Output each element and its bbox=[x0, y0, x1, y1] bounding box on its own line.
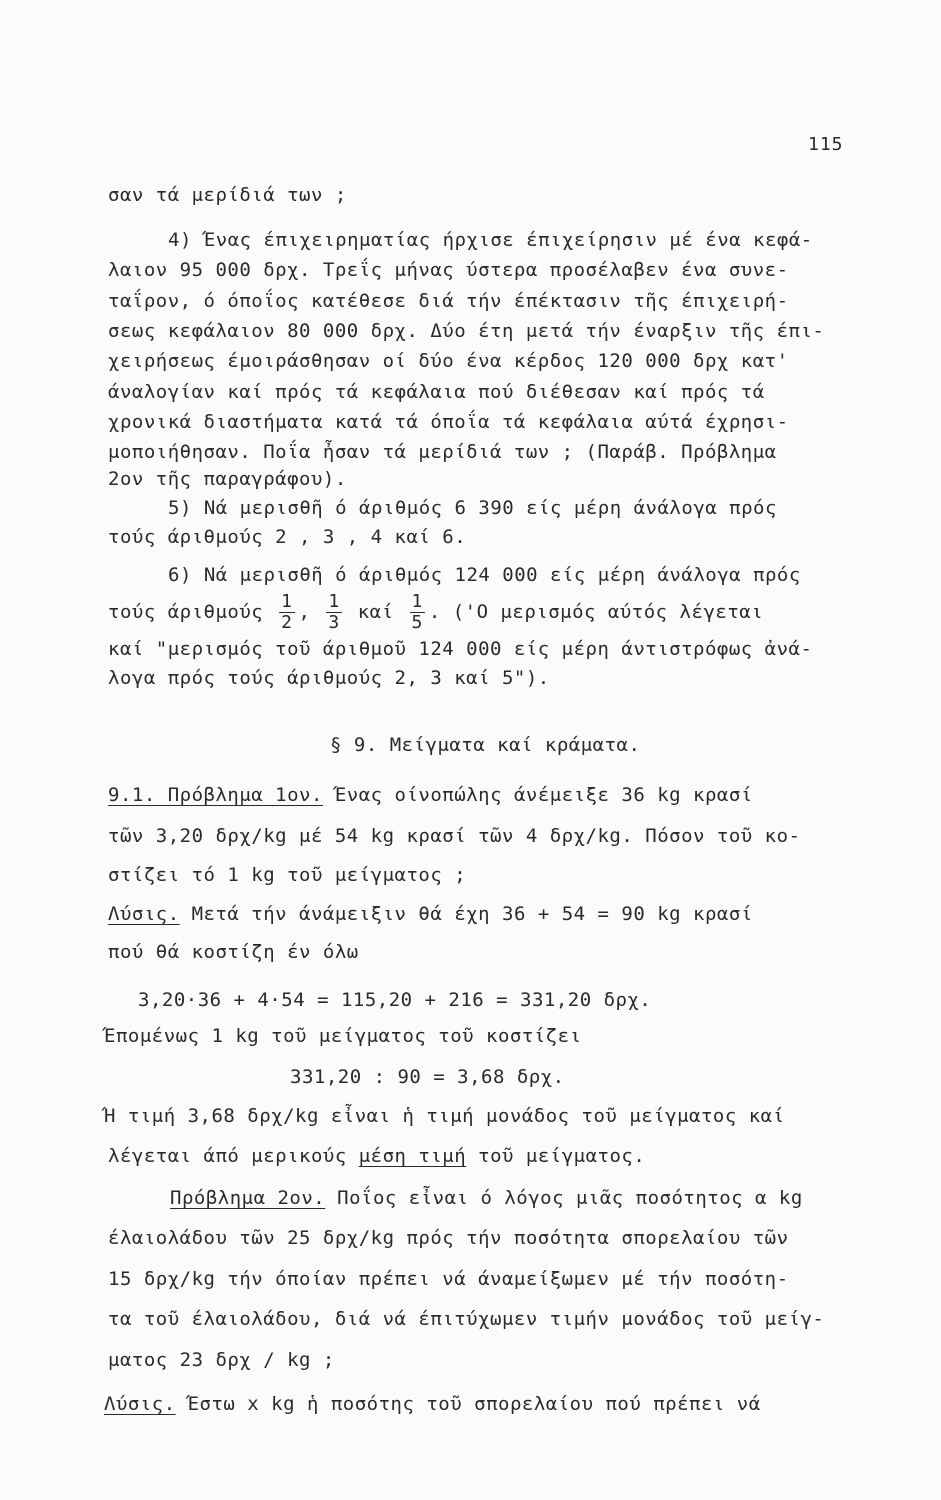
text-line: καί "μερισμός τοῦ άριθμοῦ 124 000 είς μέρη άντιστρόφως ἀνά- bbox=[108, 638, 813, 660]
problem-line bbox=[108, 783, 753, 807]
mean-price-term: μέση τιμή bbox=[358, 1145, 467, 1167]
text-line: λαιον 95 000 δρχ. Τρεΐς μήνας ύστερα προσέλαβεν ένα συνε- bbox=[108, 259, 789, 281]
text-line: Έπομένως 1 kg τοῦ μείγματος τοῦ κοστίζει bbox=[104, 1025, 582, 1047]
problem-text: Ένας οίνοπώλης άνέμειξε 36 kg κρασί bbox=[334, 784, 753, 806]
fraction-one-fifth bbox=[410, 592, 425, 633]
text-line: έλαιολάδου τῶν 25 δρχ/kg πρός τήν ποσότητα σπορελαίου τῶν bbox=[108, 1227, 789, 1249]
equation-line: 3,20·36 + 4·54 = 115,20 + 216 = 331,20 δρχ. bbox=[138, 989, 652, 1011]
text-fragment: τοῦ μείγματος. bbox=[478, 1145, 646, 1167]
text-line: χειρήσεως έμοιράσθησαν οί δύο ένα κέρδος 120 000 δρχ κατ' bbox=[108, 350, 789, 372]
problem-label: 9.1. Πρόβλημα 1ον. bbox=[108, 784, 323, 806]
text-line: 15 δρχ/kg τήν όποίαν πρέπει νά άναμείξωμεν μέ τήν ποσότη- bbox=[108, 1268, 789, 1290]
text-line: σαν τά μερίδιά των ; bbox=[108, 184, 347, 206]
problem-text: Ποΐος εἶναι ό λόγος μιᾶς ποσότητος α kg bbox=[337, 1187, 803, 1209]
fraction-numerator: 1 bbox=[281, 591, 293, 612]
fraction-line bbox=[108, 588, 763, 636]
text-line: 6) Νά μερισθῆ ό άριθμός 124 000 είς μέρη άνάλογα πρός bbox=[168, 564, 801, 586]
text-line: χρονικά διαστήματα κατά τά όποΐα τά κεφάλαια αύτά έχρησι- bbox=[108, 411, 789, 433]
text-line: σεως κεφάλαιον 80 000 δρχ. Δύο έτη μετά τήν έναρξιν τῆς έπι- bbox=[108, 320, 825, 342]
text-line: τούς άριθμούς 2 , 3 , 4 καί 6. bbox=[108, 526, 467, 548]
text-line: 2ον τῆς παραγράφου). bbox=[108, 468, 347, 490]
problem-label: Πρόβλημα 2ον. bbox=[170, 1187, 326, 1209]
problem-line bbox=[170, 1186, 803, 1210]
text-line: μοποιήθησαν. Ποΐα ἦσαν τά μερίδιά των ; (Παράβ. Πρόβλημα bbox=[108, 441, 777, 463]
text-line: 4) Ένας έπιχειρηματίας ήρχισε έπιχείρησιν μέ ένα κεφά- bbox=[168, 229, 813, 251]
text-line: τα τοῦ έλαιολάδου, διά νά έπιτύχωμεν τιμήν μονάδος τοῦ μείγ- bbox=[108, 1308, 825, 1330]
solution-text: Μετά τήν άνάμειξιν θά έχη 36 + 54 = 90 kg κρασί bbox=[191, 903, 753, 925]
fraction-numerator: 1 bbox=[411, 591, 423, 612]
fraction-denominator: 3 bbox=[328, 612, 340, 633]
text-line: 5) Νά μερισθῆ ό άριθμός 6 390 είς μέρη άνάλογα πρός bbox=[168, 497, 777, 519]
fraction-separator: , bbox=[298, 601, 311, 623]
text-line: λογα πρός τούς άριθμούς 2, 3 καί 5"). bbox=[108, 667, 550, 689]
solution-text: Έστω x kg ἡ ποσότης τοῦ σπορελαίου πού πρέπει νά bbox=[187, 1393, 761, 1415]
equation-line: 331,20 : 90 = 3,68 δρχ. bbox=[290, 1066, 565, 1088]
fraction-prefix: τούς άριθμούς bbox=[108, 601, 264, 623]
text-line: τῶν 3,20 δρχ/kg μέ 54 kg κρασί τῶν 4 δρχ/kg. Πόσον τοῦ κο- bbox=[108, 825, 801, 847]
fraction-numerator: 1 bbox=[328, 591, 340, 612]
fraction-one-third bbox=[326, 592, 341, 633]
fraction-suffix: . ('Ο μερισμός αύτός λέγεται bbox=[428, 601, 764, 623]
page-number: 115 bbox=[808, 134, 844, 155]
fraction-denominator: 5 bbox=[411, 612, 423, 633]
text-line: ματος 23 δρχ / kg ; bbox=[108, 1349, 335, 1371]
fraction-one-half bbox=[279, 592, 294, 633]
text-line: πού θά κοστίζη έν όλω bbox=[108, 941, 359, 963]
text-line: Ή τιμή 3,68 δρχ/kg εἶναι ἡ τιμή μονάδος τοῦ μείγματος καί bbox=[104, 1105, 785, 1127]
text-fragment: λέγεται άπό μερικούς bbox=[108, 1145, 347, 1167]
solution-label: Λύσις. bbox=[104, 1393, 176, 1415]
text-line: άναλογίαν καί πρός τά κεφάλαια πού διέθεσαν καί πρός τά bbox=[108, 381, 765, 403]
mean-price-line bbox=[108, 1144, 645, 1168]
solution-line bbox=[104, 1392, 761, 1416]
solution-line bbox=[108, 902, 753, 926]
solution-label: Λύσις. bbox=[108, 903, 180, 925]
fraction-and: καί bbox=[357, 601, 394, 623]
text-line: στίζει τό 1 kg τοῦ μείγματος ; bbox=[108, 864, 467, 886]
fraction-denominator: 2 bbox=[281, 612, 293, 633]
text-line: ταΐρον, ό όποΐος κατέθεσε διά τήν έπέκτασιν τῆς έπιχειρή- bbox=[108, 290, 789, 312]
section-heading: § 9. Μείγματα καί κράματα. bbox=[330, 734, 641, 756]
